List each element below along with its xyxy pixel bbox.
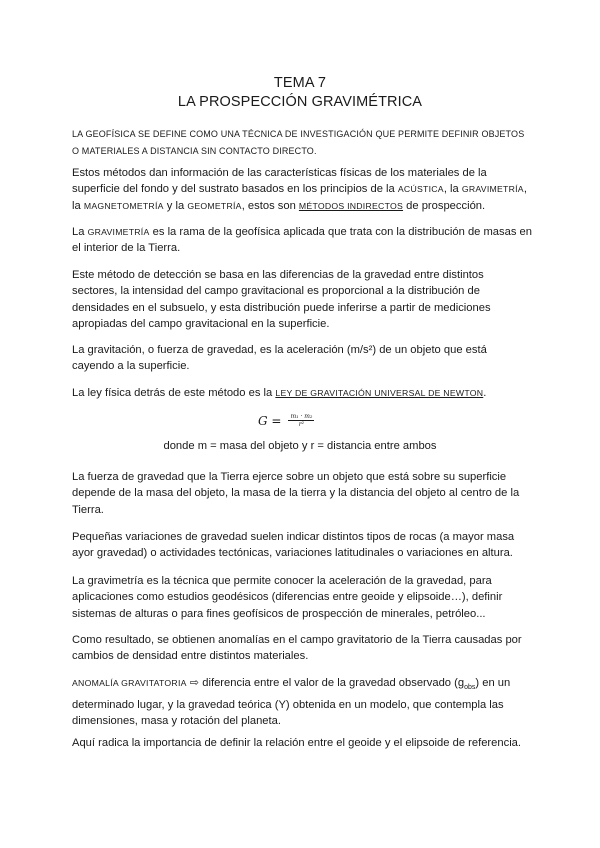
term-geometria: GEOMETRÍA (187, 200, 242, 211)
formula-denominator: r² (298, 421, 305, 428)
term-metodos-indirectos: MÉTODOS INDIRECTOS (298, 200, 404, 211)
paragraph-small-variations: Pequeñas variaciones de gravedad suelen indicar distintos tipos de rocas (a mayor masa ayor gravedad) o actividades tectónicas, variaciones latitudinales o variaciones en altura. (72, 531, 515, 560)
term-gravimetria-2: GRAVIMETRÍA (87, 227, 150, 237)
term-newton-law: LEY DE GRAVITACIÓN UNIVERSAL DE NEWTON (275, 388, 484, 398)
term-magnetometria: MAGNETOMETRÍA (83, 200, 164, 211)
arrow-right-icon: ⇨ (189, 677, 200, 689)
paragraph-gravity-anomaly: ANOMALÍA GRAVITATORIA ⇨ diferencia entre el valor de la gravedad observado $(g_{obs})$ en un determinado lugar, y la gravedad teórica (Υ) obtenida en un modelo, que contempla las dimensiones, masa y rotación del planeta. (72, 677, 511, 727)
paragraph-importance: Aquí radica la importancia de definir la relación entre el geoide y el elipsoide de referencia. (72, 737, 522, 749)
formula-lhs: G = (258, 413, 282, 428)
paragraph-gravimetry-technique: La gravimetría es la técnica que permite conocer la aceleración de la gravedad, para aplicaciones como estudios geodésicos (diferencias entre geoide y elipsoide…), definir sistemas de alturas o para fines geofísicos de prospección de minerales, petróleo... (72, 575, 503, 620)
formula-numerator: m₁ · m₂ (290, 413, 313, 420)
chapter-title: LA PROSPECCIÓN GRAVIMÉTRICA (177, 94, 423, 110)
formula-caption: donde m = masa del objeto y r = distancia entre ambos (163, 440, 437, 452)
paragraph-earth-gravity: La fuerza de gravedad que la Tierra ejerce sobre un objeto que está sobre su superficie depende de la masa del objeto, la masa de la tierra y la distancia del objeto al centro de la Tierra. (72, 471, 520, 516)
paragraph-methods: Estos métodos dan información de las características físicas de los materiales de la superficie del fondo y del sustrato basados en los principios de la ACÚSTICA, la GRAVIMETRÍA, la MAGNETOMETRÍA y la GEOMETRÍA, estos son MÉTODOS INDIRECTOS de prospección. (72, 167, 527, 212)
paragraph-gravimetria-definition: La GRAVIMETRÍA es la rama de la geofísica aplicada que trata con la distribución de masas en el interior de la Tierra. (72, 226, 532, 255)
paragraph-result: Como resultado, se obtienen anomalías en el campo gravitatorio de la Tierra causadas por cambios de densidad entre distintos materiales. (72, 634, 522, 663)
paragraph-newton-law: La ley física detrás de este método es la LEY DE GRAVITACIÓN UNIVERSAL DE NEWTON. (72, 387, 487, 399)
term-gravimetria: GRAVIMETRÍA (461, 184, 524, 195)
formula-fraction (288, 413, 314, 428)
gravitation-formula (258, 413, 314, 428)
chapter-number: TEMA 7 (273, 75, 327, 91)
paragraph-gravitation: La gravitación, o fuerza de gravedad, es la aceleración (m/s²) de un objeto que está cayendo a la superficie. (72, 344, 487, 373)
paragraph-detection-method: Este método de detección se basa en las diferencias de la gravedad entre distintos sectores, la intensidad del campo gravitacional es proporcional a la distribución de densidades en el subsuelo, y esta distribución puede inferirse a partir de mediciones apropiadas del campo gravitacional en la superficie. (72, 269, 491, 330)
term-acustica: ACÚSTICA (397, 184, 444, 195)
term-anomalia-gravitatoria: ANOMALÍA GRAVITATORIA (72, 678, 187, 688)
intro-definition: LA GEOFÍSICA SE DEFINE COMO UNA TÉCNICA DE INVESTIGACIÓN QUE PERMITE DEFINIR OBJETOS O MATERIALES A DISTANCIA SIN CONTACTO DIRECTO. (72, 129, 525, 156)
